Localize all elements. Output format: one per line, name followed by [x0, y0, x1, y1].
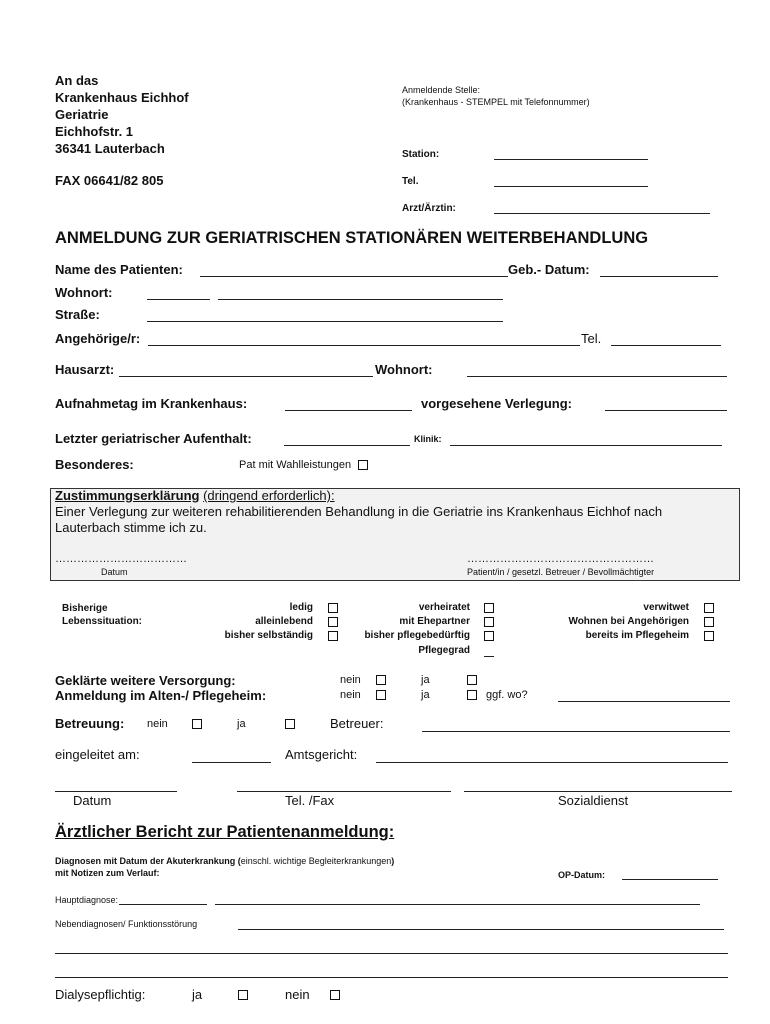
versorgung-ja-label: ja — [421, 674, 430, 686]
address-line: 36341 Lauterbach — [55, 141, 165, 156]
diagnosen-label-end: ) — [391, 856, 395, 866]
hausarzt-field[interactable] — [119, 376, 373, 377]
sign-sozialdienst-field[interactable] — [464, 791, 732, 792]
dialyse-label: Dialysepflichtig: — [55, 987, 146, 1002]
pflegeheim-anmeldung-label: Anmeldung im Alten-/ Pflegeheim: — [55, 688, 267, 703]
pflegeheim-checkbox[interactable] — [704, 631, 714, 641]
pflegeheim-label: bereits im Pflegeheim — [585, 630, 689, 641]
bericht-line[interactable] — [55, 977, 728, 978]
wohnort-label: Wohnort: — [55, 285, 113, 300]
angehoerigen-label: Wohnen bei Angehörigen — [568, 616, 689, 627]
verheiratet-checkbox[interactable] — [484, 603, 494, 613]
versorgung-nein-label: nein — [340, 674, 361, 686]
wahlleistungen-label: Pat mit Wahlleistungen — [239, 459, 352, 471]
sender-subtitle: (Krankenhaus - STEMPEL mit Telefonnummer) — [402, 97, 590, 107]
bericht-line[interactable] — [55, 953, 728, 954]
ledig-label: ledig — [289, 602, 313, 613]
ehepartner-checkbox[interactable] — [484, 617, 494, 627]
verwitwet-checkbox[interactable] — [704, 603, 714, 613]
anmeldung-ja-checkbox[interactable] — [467, 690, 477, 700]
address-line: Eichhofstr. 1 — [55, 124, 134, 139]
consent-title: Zustimmungserklärung — [55, 488, 200, 503]
amtsgericht-field[interactable] — [376, 762, 728, 763]
strasse-label: Straße: — [55, 307, 100, 322]
wo-label: ggf. wo? — [486, 689, 528, 701]
station-field[interactable] — [494, 159, 648, 160]
consent-signature-line[interactable]: …………………………………………… — [467, 553, 654, 565]
betreuung-ja-checkbox[interactable] — [285, 719, 295, 729]
sign-datum-label: Datum — [73, 793, 112, 808]
recipient-address — [55, 72, 189, 157]
tel-field[interactable] — [494, 186, 648, 187]
ehepartner-label: mit Ehepartner — [399, 616, 470, 627]
angehoerige-label: Angehörige/r: — [55, 331, 141, 346]
nebendiagnosen-field[interactable] — [238, 929, 724, 930]
wahlleistungen-checkbox[interactable] — [358, 460, 368, 470]
verwitwet-label: verwitwet — [643, 602, 689, 613]
consent-title-note: (dringend erforderlich): — [203, 488, 335, 503]
name-field[interactable] — [200, 276, 508, 277]
selbststaendig-label: bisher selbständig — [224, 630, 313, 641]
opdatum-label: OP-Datum: — [558, 870, 605, 880]
sign-sozialdienst-label: Sozialdienst — [558, 793, 629, 808]
wohnort-field[interactable] — [218, 299, 503, 300]
lebens-label-2: Lebenssituation: — [62, 616, 143, 627]
arzt-label: Arzt/Ärztin: — [402, 203, 456, 214]
betreuung-nein-checkbox[interactable] — [192, 719, 202, 729]
address-line: Geriatrie — [55, 107, 109, 122]
address-line: An das — [55, 73, 99, 88]
letzter-aufenthalt-label: Letzter geriatrischer Aufenthalt: — [55, 431, 252, 446]
angehoerige-tel-label: Tel. — [581, 331, 602, 346]
arzt-field[interactable] — [494, 213, 710, 214]
nebendiagnosen-label: Nebendiagnosen/ Funktionsstörung — [55, 919, 198, 929]
versorgung-ja-checkbox[interactable] — [467, 675, 477, 685]
angehoerige-field[interactable] — [148, 345, 580, 346]
anmeldung-nein-checkbox[interactable] — [376, 690, 386, 700]
sign-telfax-label: Tel. /Fax — [285, 793, 335, 808]
diagnosen-label-bold: Diagnosen mit Datum der Akuterkrankung ( — [55, 856, 241, 866]
anmeldung-nein-label: nein — [340, 689, 361, 701]
sign-telfax-field[interactable] — [237, 791, 451, 792]
dialyse-nein-label: nein — [285, 987, 310, 1002]
dialyse-ja-label: ja — [192, 987, 203, 1002]
betreuung-nein-label: nein — [147, 718, 168, 730]
betreuung-ja-label: ja — [237, 718, 246, 730]
hausarzt-wohnort-field[interactable] — [467, 376, 727, 377]
aufnahmetag-label: Aufnahmetag im Krankenhaus: — [55, 396, 248, 411]
eingeleitet-label: eingeleitet am: — [55, 747, 140, 762]
geb-field[interactable] — [600, 276, 718, 277]
dialyse-nein-checkbox[interactable] — [330, 990, 340, 1000]
address-line: Krankenhaus Eichhof — [55, 90, 189, 105]
amtsgericht-label: Amtsgericht: — [285, 747, 358, 762]
wahlleistungen-option — [239, 459, 368, 471]
pflegebeduerftig-checkbox[interactable] — [484, 631, 494, 641]
consent-date-label: Datum — [101, 567, 128, 577]
hauptdiagnose-field[interactable] — [215, 904, 700, 905]
consent-text-2: Lauterbach stimme ich zu. — [55, 520, 207, 535]
consent-date-line[interactable]: ……………………………… — [55, 553, 187, 565]
klinik-label: Klinik: — [414, 434, 442, 444]
besonderes-label: Besonderes: — [55, 457, 134, 472]
diagnosen-label-note: einschl. wichtige Begleiterkrankungen — [240, 856, 392, 866]
sign-datum-field[interactable] — [55, 791, 177, 792]
strasse-field[interactable] — [147, 321, 503, 322]
station-label: Station: — [402, 149, 440, 160]
angehoerigen-checkbox[interactable] — [704, 617, 714, 627]
wo-field[interactable] — [558, 701, 730, 702]
hausarzt-wohnort-label: Wohnort: — [375, 362, 433, 377]
lebens-label-1: Bisherige — [62, 603, 108, 614]
hauptdiagnose-datum-field[interactable] — [119, 904, 207, 905]
geb-label: Geb.- Datum: — [508, 262, 590, 277]
versorgung-label: Geklärte weitere Versorgung: — [55, 673, 236, 688]
verlauf-label: mit Notizen zum Verlauf: — [55, 868, 160, 878]
form-heading: ANMELDUNG ZUR GERIATRISCHEN STATIONÄREN WEITERBEHANDLUNG — [55, 229, 649, 247]
verheiratet-label: verheiratet — [418, 602, 470, 613]
eingeleitet-field[interactable] — [192, 762, 271, 763]
sender-title: Anmeldende Stelle: — [402, 85, 481, 95]
versorgung-nein-checkbox[interactable] — [376, 675, 386, 685]
tel-label: Tel. — [402, 176, 419, 187]
pflegebeduerftig-label: bisher pflegebedürftig — [364, 630, 470, 641]
verlegung-field[interactable] — [605, 410, 727, 411]
hauptdiagnose-label: Hauptdiagnose: — [55, 895, 119, 905]
bericht-title: Ärztlicher Bericht zur Patientenanmeldung: — [55, 823, 395, 841]
opdatum-field[interactable] — [622, 879, 718, 880]
klinik-field[interactable] — [450, 445, 722, 446]
name-label: Name des Patienten: — [55, 262, 183, 277]
aufnahmetag-field[interactable] — [285, 410, 412, 411]
consent-text-1: Einer Verlegung zur weiteren rehabilitierenden Behandlung in die Geriatrie ins Krankenhaus Eichhof nach — [55, 504, 663, 519]
consent-title-line — [55, 488, 335, 503]
betreuer-label: Betreuer: — [330, 716, 384, 731]
betreuer-field[interactable] — [422, 731, 730, 732]
alleinlebend-label: alleinlebend — [255, 616, 313, 627]
plz-field[interactable] — [147, 299, 210, 300]
betreuung-label: Betreuung: — [55, 716, 125, 731]
verlegung-label: vorgesehene Verlegung: — [421, 396, 572, 411]
letzter-aufenthalt-field[interactable] — [284, 445, 410, 446]
hausarzt-label: Hausarzt: — [55, 362, 115, 377]
anmeldung-ja-label: ja — [421, 689, 430, 701]
fax-number: FAX 06641/82 805 — [55, 173, 164, 188]
angehoerige-tel-field[interactable] — [611, 345, 721, 346]
consent-signer-label: Patient/in / gesetzl. Betreuer / Bevollmächtigter — [467, 567, 655, 577]
dialyse-ja-checkbox[interactable] — [238, 990, 248, 1000]
diagnosen-label — [55, 856, 394, 866]
pflegegrad-field[interactable] — [484, 656, 494, 657]
pflegegrad-label: Pflegegrad — [418, 645, 470, 656]
